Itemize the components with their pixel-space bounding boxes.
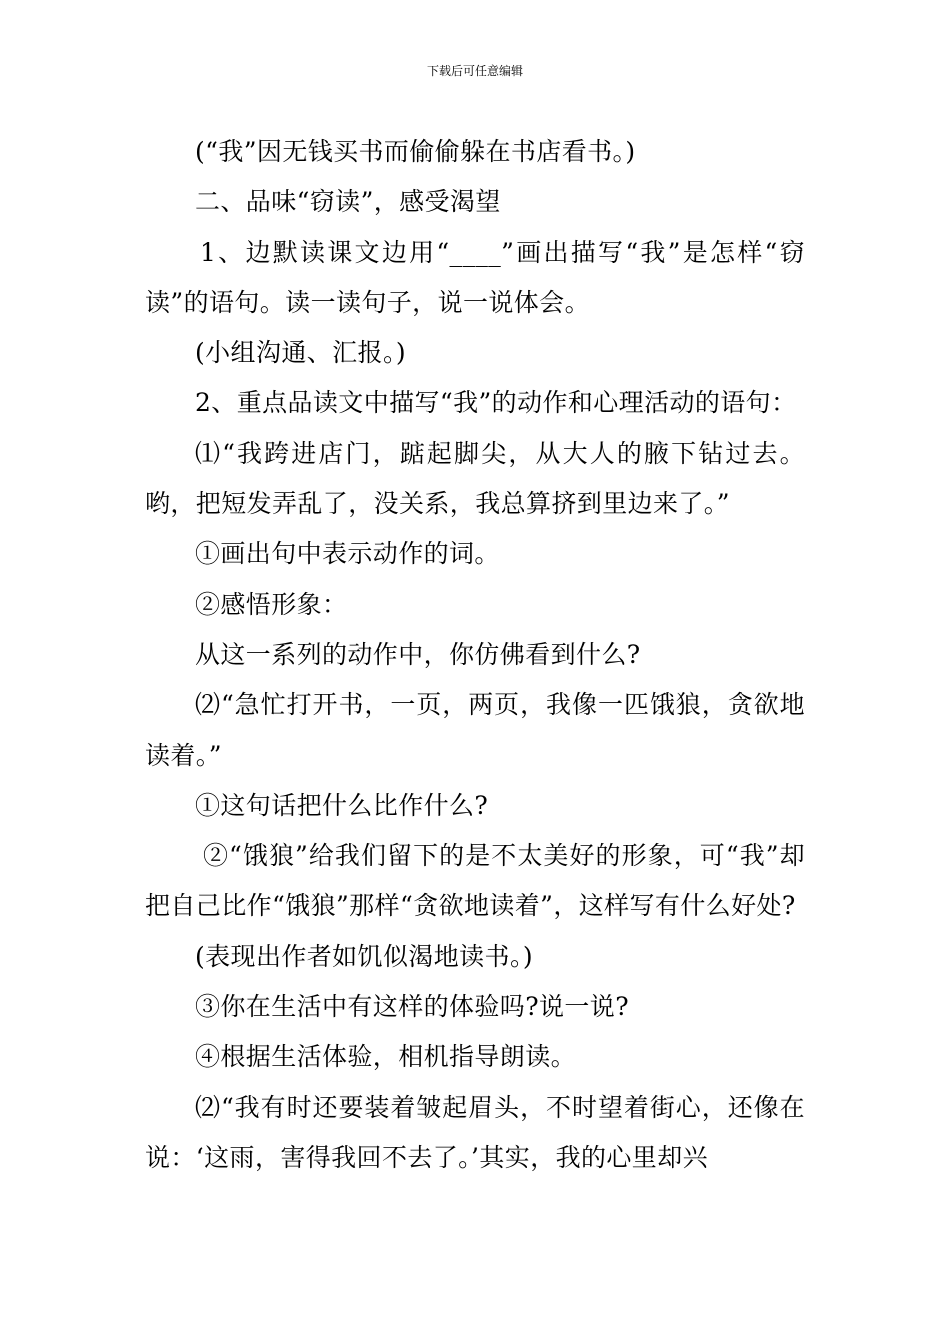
question-item-2-3: ③你在生活中有这样的体验吗?说一说? — [195, 992, 630, 1022]
quote-sentence-2: ⑵“急忙打开书，一页，两页，我像一匹饿狼，贪欲地读着。” — [145, 690, 805, 770]
paragraph-task-1: 1、边默读课文边用“____”画出描写“我”是怎样“窃读”的语句。读一读句子，说一说体会。 — [145, 237, 805, 317]
document-body — [145, 127, 805, 1183]
paragraph-task-2: 2、重点品读文中描写“我”的动作和心理活动的语句： — [195, 388, 797, 418]
question-item-1-2: ②感悟形象： — [195, 589, 348, 619]
question-item-1-3: 从这一系列的动作中，你仿佛看到什么? — [195, 639, 641, 669]
section-heading-2: 二、品味“窃读”，感受渴望 — [195, 187, 501, 217]
paragraph-answer-1: (“我”因无钱买书而偷偷躲在书店看书。) — [195, 137, 636, 166]
paragraph-answer-2: (表现出作者如饥似渴地读书。) — [195, 941, 534, 971]
quote-sentence-1: ⑴“我跨进店门，踮起脚尖，从大人的腋下钻过去。哟，把短发弄乱了，没关系，我总算挤到里边来了。” — [145, 438, 805, 519]
question-item-2-2: ②“饿狼”给我们留下的是不太美好的形象，可“我”却把自己比作“饿狼”那样“贪欲地读着”，这样写有什么好处? — [145, 841, 805, 921]
page-header: 下载后可任意编辑 — [426, 64, 523, 78]
quote-sentence-3: ⑵“我有时还要装着皱起眉头，不时望着街心，还像在说：‘这雨，害得我回不去了。’其实，我的心里却兴 — [145, 1092, 805, 1172]
paragraph-group-report: (小组沟通、汇报。) — [195, 338, 407, 368]
question-item-1-1: ①画出句中表示动作的词。 — [195, 539, 500, 569]
question-item-2-4: ④根据生活体验，相机指导朗读。 — [195, 1042, 577, 1072]
question-item-2-1: ①这句话把什么比作什么? — [195, 790, 489, 820]
